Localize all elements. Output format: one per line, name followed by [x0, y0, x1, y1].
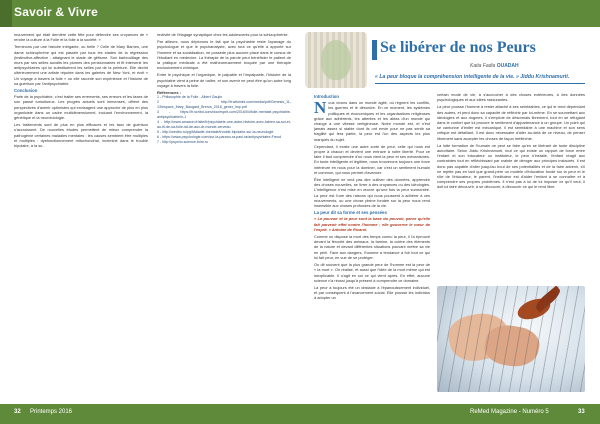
reference-item: 1 - Philosophie de la Folie - Albert Gaujin: [157, 95, 223, 100]
paragraph: mouvement qui était dernière cette fête pour défendre ses croyances de « rendre la culture à la Folie et la folie à la société. »: [14, 32, 148, 43]
reference-item: 3 - https://fr.scribd.com/doc/esprit.com/2016/04/folie-mentale-psychiatrie-antipsychiatrie/n-1: [157, 110, 291, 120]
right-footer: [300, 404, 600, 424]
paragraph: Entre le psychique et l'organique, le palpable et l'impalpable, l'histoire de la psychiatrie vient à peine de naître, et son avenir ne peut être qu'un autre long voyage à travers la folie.: [157, 72, 291, 88]
left-footer: [0, 404, 300, 424]
intro-heading: Introduction: [314, 94, 340, 99]
section-rubric: Savoir & Vivre: [14, 5, 98, 19]
cage-bars: [437, 286, 585, 392]
article-author: [470, 63, 519, 69]
right-column-1: [314, 92, 430, 303]
paragraph: Les traitements sont de plus en plus efficaces et les taux de guérison s'accroissent. De nouvelles études permettent de mieux comprendre la pathogénie certaines maladies mentales ; les causes semblent être multiples et multiples : dysfonctionnement mitochondrial, incriminé dans le trouble bipolaire, à la su-: [14, 122, 148, 149]
left-column-2: [157, 32, 291, 145]
reference-item: 7 - http://psycho.science-foire.ru: [157, 140, 209, 145]
right-column-2: [437, 92, 585, 192]
drop-cap: N: [314, 98, 327, 118]
header-band: [0, 0, 600, 27]
paragraph: La peur a toujours été un obstacle à l'épanouissement individuel, et par conséquent à l'avancement social. Elle pousse les individus à adopter un: [314, 284, 430, 301]
left-footer-issue: Printemps 2016: [30, 409, 73, 415]
article-photo: [437, 286, 585, 392]
reference-item: 5 - http://wedbo.ru/pg/Maladie-mentale/trouble-bipolaire-sur-la-neurologie: [157, 130, 274, 135]
reference-item: 6 - https://www.psychologie.com/sur-la-parano-ra-pasi-ra/antipsychiatre-Freud: [157, 135, 282, 140]
paragraph: La peur pousse l'homme à rester attaché à ses semblables, ce qui le rend dépendant des autres, et perd donc sa capacité de réfléchir par lui-même. En se soumettant aux idéologies et aux dogmes, il s'emploie de désormais librement, tout en se réfugiant dans le confort que lui procure le sentiment d'appartenance à un groupe. Un point qui se cantonne d'imiter est mécanique, il est semblable à une machine et son sens critique est défaillant. Il est donc nécessaire d'aller au-delà de ce niveau, de penser librement sans accepter les choses de façon irréfléchie.: [437, 104, 585, 141]
left-column-1: [14, 32, 148, 150]
decorative-illustration: [305, 32, 367, 88]
lead-quote: « La peur bloque la compréhension intelligente de la vie. » Jiddu Krishnamurti.: [375, 74, 570, 80]
right-page-number: 33: [578, 409, 585, 415]
reference-item: 4 - http://www.amazon.fr/site/fr/psychiatrie-une-autre-histoire-avec-fabien-sa-soi-et-au-fil-de-sa-folie-lat-de-aux-dr-monde-cerveau: [157, 120, 291, 130]
right-footer-magazine: ReMed Magazine - Numéro 5: [470, 409, 549, 415]
reference-item: 2 - http://fr.wikimini.com/media/pdf/Genesis_11-13/espace_Mary_Baugard_Breros_2016_gener_lmp.pdf: [157, 100, 291, 110]
references-title: Références :: [157, 90, 182, 96]
paragraph: La lutte formation de l'humain ne peut se faire qu'en se libérant de toute discipline autoritaire. Selon Jiddu Krishnamurti, tout ce qui existe un rapport de force entre l'enfant et son éducateur ou instituteur, le peur s'installe, l'enfant réagit aux contraintes tout en réfléchissant par crainte de déroger aux principes instaurés. Il est donc pas capable d'aller jusqu'au bout de ses potentialités et de la faire advenir, s'il ne rejette pas en tant que grand-père un modèle d'éducation fondé sur la peur et le rôle de l'éducateur, le parent, l'instituteur est d'aider l'enfant à se connaître et à comprendre ses propres problèmes. Il n'est pas à lui de lui imposer ce qu'il veut, il doit lui faire découvrir, à se découvrir, à découvrir ce qui le rend libre.: [437, 142, 585, 190]
paragraph: Terminons par une histoire intrigante, ou belle ? Celle de Mary Barnes, une dame schizophrène qui est passée par tous les stades de la régression (instinctive-affective : attaignant le stade de gêtisme. Son barbouillage des murs par ses selles auxdits les plumes des pensionnaires et fit intervenir les antipsychiatres qui lui substituèrent les selles par de la peinture. Elle devint ultérieurement une artiste réputée dans les galeries de New York, et écrit « Un voyage à travers la folie » où elle raconte son expérience et l'histoire de sa guérison par l'antipsychiatrie.: [14, 44, 148, 86]
paragraph: Être intelligent ne veut pas dire cultiver des données, apprendre des choses nouvelles, se livrer à des croyances ou des idéologies. L'intelligence n'est mise en œuvre qu'une fois la peur surmontée. La peur est l'une des raisons qui nous poussent à adhérer à ces mouvements, ou une chose pleine fondée sur la peur nous rend insensible aux choses profondes de la vie.: [314, 177, 430, 209]
header-band-edge: [0, 0, 12, 27]
paragraph: Par ailleurs, nous déplorons le fait que la psychiatrie reste l'apanage du psychologue et que le psychanalyste, avec tout ce qu'elle a apporté sur l'homme et sa socialisation, ne possède plus aucune place dans le cursus de l'étudiant en médecine. La thérapie de la parole peut bénéficier le patient de la pratique médicale a été malheureusement troquée par une thérapie exclusivement chimique.: [157, 39, 291, 71]
section-quote: « Le pouvoir et la peur sont la base du pouvoir, parce qu'elle fait parvenir effet contre l'homme ; elle gouverne le cœur de l'esprit. » Antoine de Rivarol.: [314, 216, 430, 232]
article-title: Se libérer de nos Peurs: [380, 39, 536, 56]
lead-rule: [375, 83, 585, 84]
author-name: OUADAH: [496, 63, 519, 69]
intro-paragraph: [314, 100, 430, 142]
section-heading: La peur dit sa forme et ses pensées: [314, 210, 387, 216]
author-label: Katia Fadia: [470, 63, 496, 69]
leaf-shape: [321, 40, 351, 80]
paragraph: Comme on dispose la mort des temps connu la peur, il l'a éprouvé devant la férocité des animaux, la famine, la colère des éléments de la nature et devant différentes situations pouvant mettre sa vie en péril. Face aux dangers, l'homme a tendance à fuir tout ce qui lui fait peur, en vue de se protéger.: [314, 234, 430, 260]
title-accent-bar: [372, 40, 377, 60]
left-page-number: 32: [14, 409, 21, 415]
paragraph: rectivité de l'élagage synaptique chez les adolescents pour la schizophrénie.: [157, 32, 289, 37]
intro-text: ous vivons dans un monde agité, où règnent les conflits, les guerres et le désordre. En ce moment, les systèmes politiques et économiques et les organisations religieuses grâce aux adhérents, les attentes et les aléas d'un monde qui change à une vitesse vertigineuse. Notre monde est, et n'est jamais assez si stable dont ils ont envie pour ne pas sentir sa fragilité qui fera partie, la peur est l'un des aspects les plus marqués du sujet.: [314, 100, 430, 142]
paragraph: Parle de la psychiatrie, c'est traiter ses errements, ses erreurs et les taxes de son passé tumultueux. Les progrès actuels sont immenses, offrent des perspectives d'avenir optimistes qui envisagent une approche de plus en plus organiciste dans un cadre multidimensionnel, incluant l'environnement, la génétique et la neurobiologie.: [14, 94, 148, 121]
paragraph: Cependant, il existe une autre sorte de peur, celle qui nous est propre à chacun et devient une entrave à notre liberté. Pour ce faire il faut comprendre d'où nous vient la peur et ses mécanismes. En toute intelligente et légitime, nous trouverons toujours une force intérieure en nous pour la dominer, car c'est un sentiment humain et commun, qui nous permet d'avancer.: [314, 143, 430, 175]
paragraph: certain mode de vie, à s'accrocher à des choses extérieures, à des données psychologiques et aux idées rassurantes.: [437, 92, 585, 103]
paragraph: On dit souvent que la plus grande peur de l'homme est la peur de « la mort ». On réalise, et aussi que l'idée de la mort même qui est inexplicable. Il s'agit en soi ce qui vient après. En effet, aucune science n'a réussi jusqu'à présent à comprendre ce domaine.: [314, 262, 430, 283]
conclusion-heading: Conclusion: [14, 88, 38, 94]
